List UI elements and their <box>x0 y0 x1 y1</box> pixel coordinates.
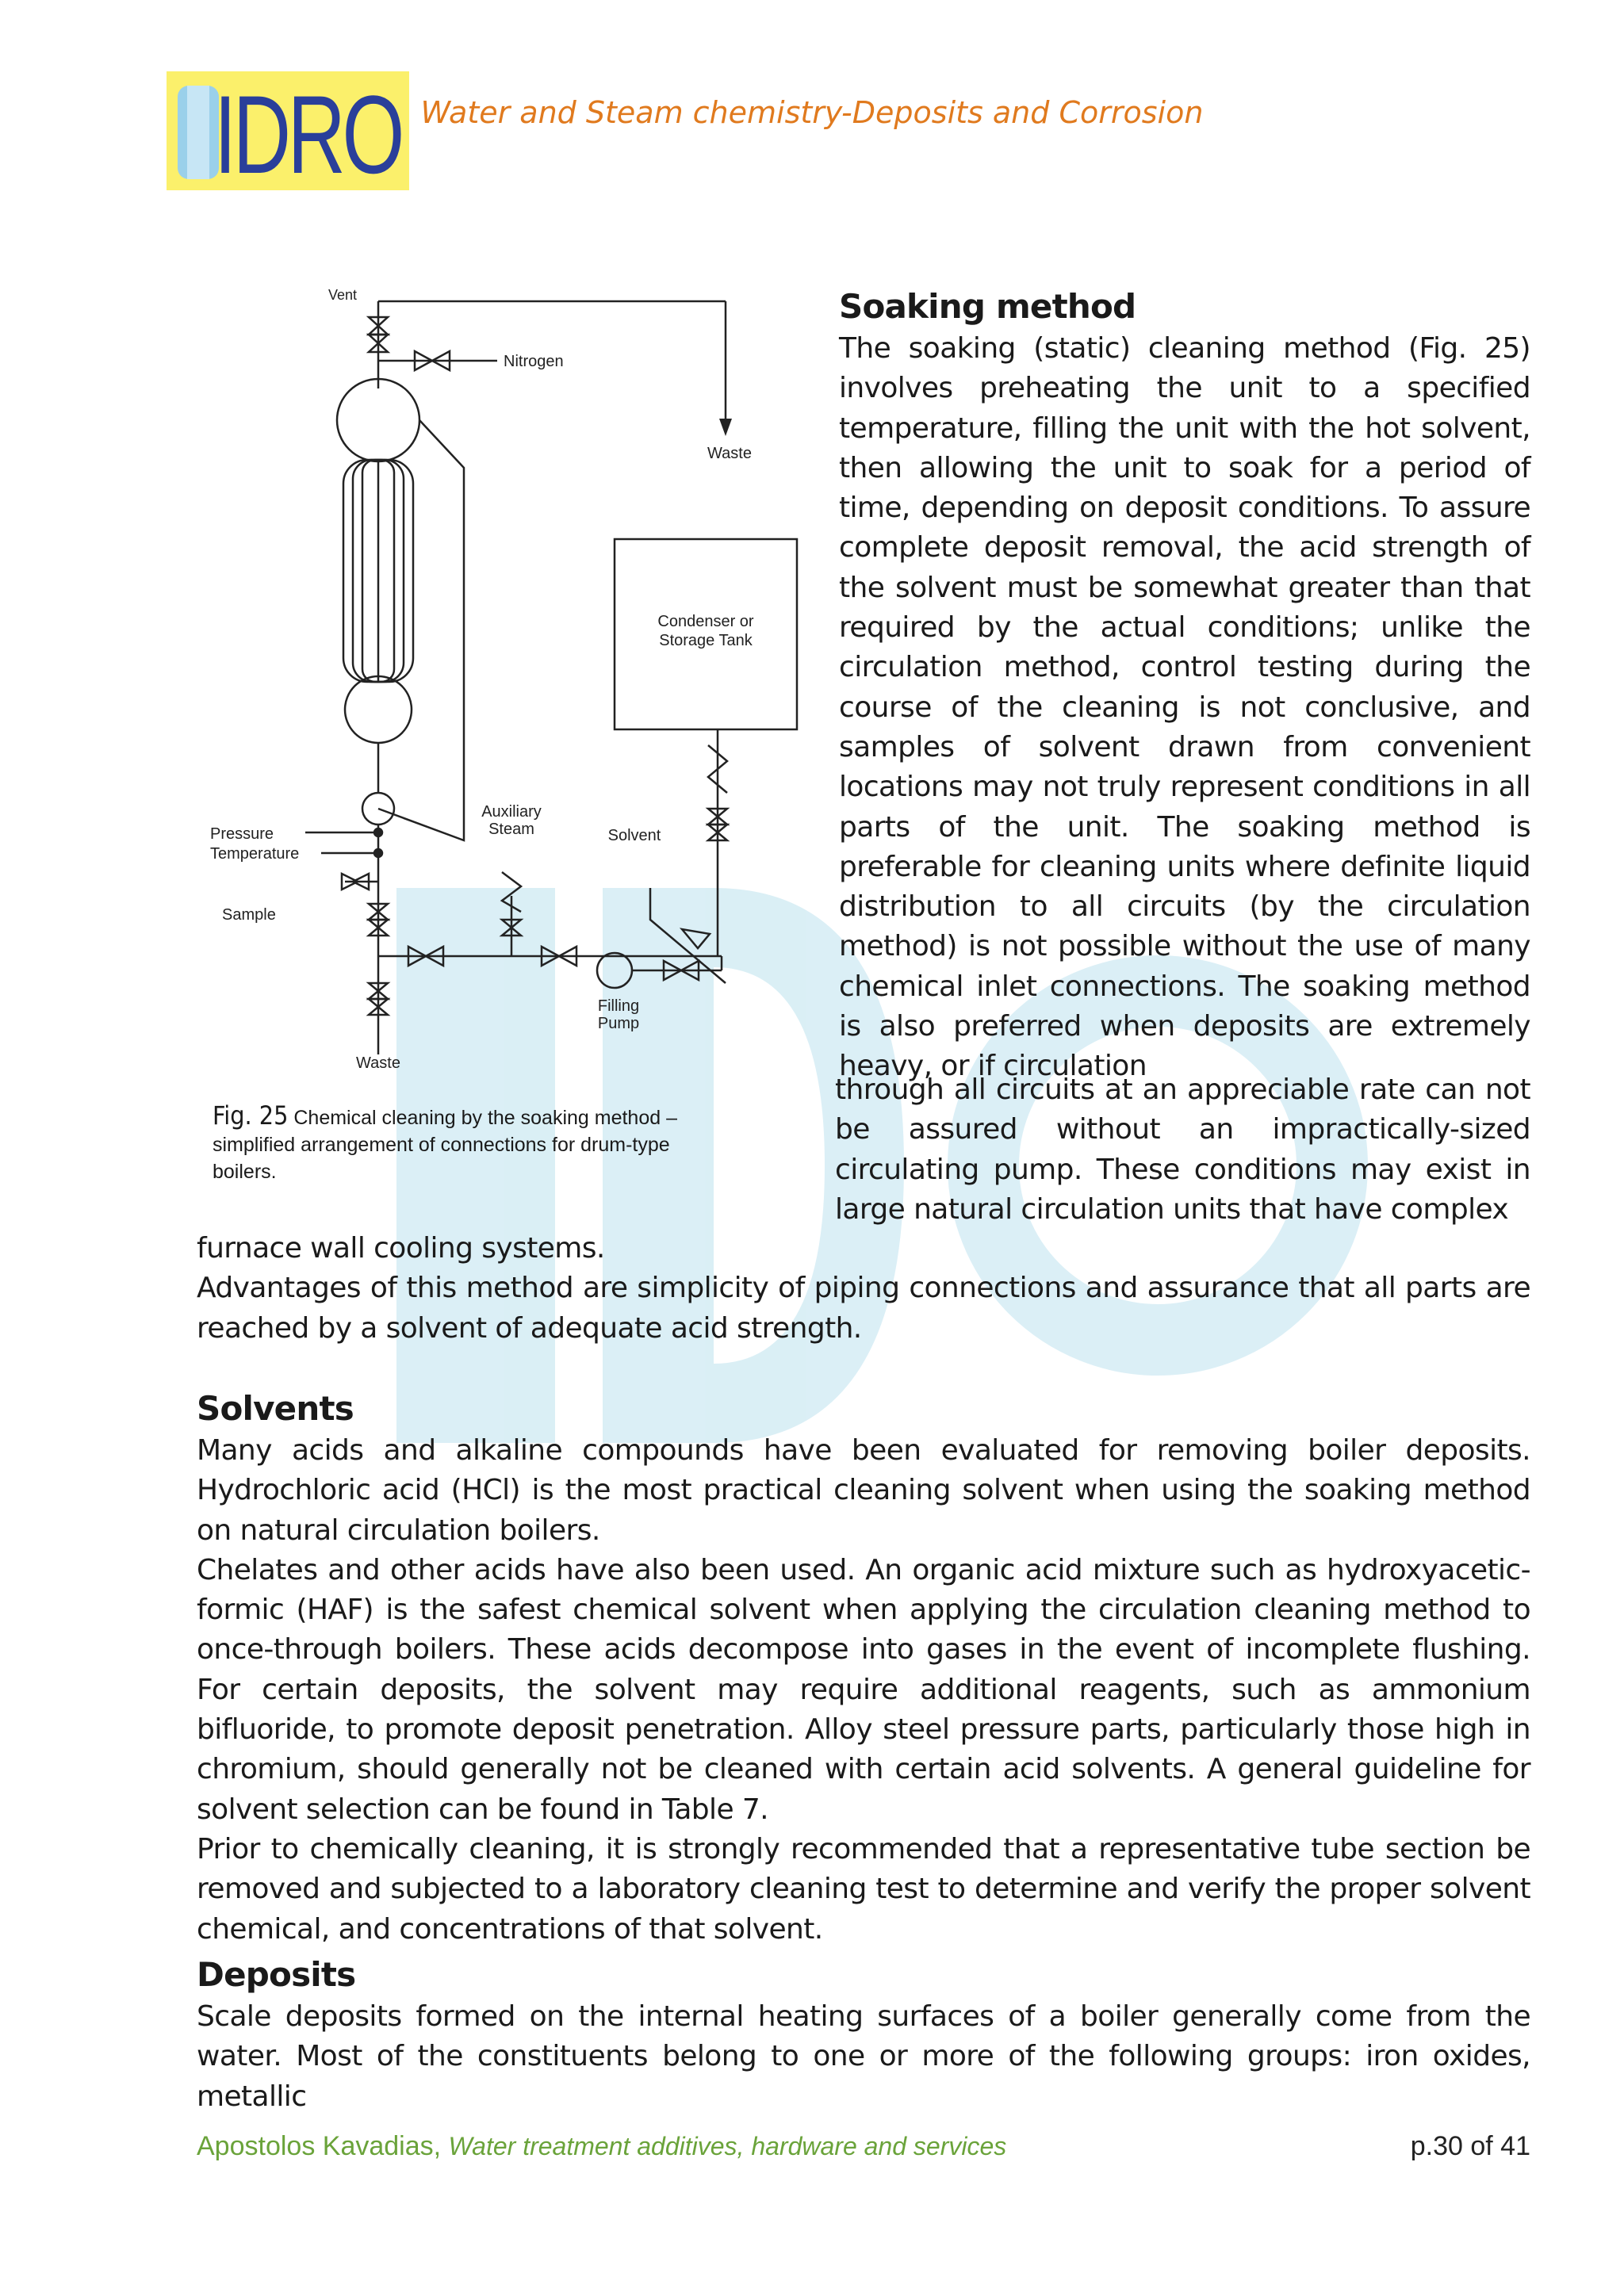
label-filling: Filling <box>597 997 640 1015</box>
soaking-paragraph-1: The soaking (static) cleaning method (Fig. 25) involves preheating the unit to a specified temperature, filling the unit with the hot solvent, then allowing the unit to soak for a period of time, depending on deposit conditions. To assure complete deposit removal, the acid strength of the solvent must be somewhat greater than that required by the actual conditions; unlike the circulation method, control testing during the course of the cleaning is not conclusive, and samples of solvent drawn from convenient locations may not truly represent conditions in all parts of the unit. The soaking method is preferable for cleaning units where definite liquid distribution to all circuits (by the circulation method) is not possible without the use of many chemical inlet connections. The soaking method is also preferred when deposits are extremely heavy, or if circulation <box>839 332 1530 1083</box>
deposits-section <box>197 1955 1530 2117</box>
solvents-section <box>197 1389 1530 1950</box>
soaking-section <box>839 287 1530 1087</box>
solvents-paragraph-3: Prior to chemically cleaning, it is strongly recommended that a representative tube section be removed and subjected to a laboratory cleaning test to determine and verify the proper solvent chemical, and concentrations of that solvent. <box>197 1832 1530 1946</box>
deposits-paragraph-1: Scale deposits formed on the internal heating surfaces of a boiler generally come from the water. Most of the constituents belong to one or more of the following groups: iron oxides, metallic <box>197 2000 1530 2113</box>
label-auxiliary: Auxiliary <box>481 803 542 821</box>
label-storage-tank: Storage Tank <box>659 632 753 649</box>
figure-caption-text: Chemical cleaning by the soaking method – simplified arrangement of connections for drum-type boilers. <box>213 1107 677 1183</box>
label-vent: Vent <box>327 287 357 303</box>
label-condenser: Condenser or <box>657 613 754 630</box>
label-solvent: Solvent <box>607 827 661 844</box>
deposits-heading: Deposits <box>197 1955 356 1994</box>
label-pump: Pump <box>597 1015 640 1032</box>
solvents-heading: Solvents <box>197 1389 354 1428</box>
solvents-paragraph-1: Many acids and alkaline compounds have been evaluated for removing boiler deposits. Hydrochloric acid (HCl) is the most practical cleaning solvent when using the soaking method on natural circulation boilers. <box>197 1434 1530 1547</box>
footer-company: Water treatment additives, hardware and services <box>448 2132 1007 2160</box>
solvents-paragraph-2: Chelates and other acids have also been used. An organic acid mixture such as hydroxyacetic-formic (HAF) is the safest chemical solvent when applying the circulation cleaning method to once-through boilers. These acids decompose into gases in the event of incomplete flushing. For certain deposits, the solvent may require additional reagents, such as ammonium bifluoride, to promote deposit penetration. Alloy steel pressure parts, particularly those high in chromium, should generally not be cleaned with certain acid solvents. A general guideline for solvent selection can be found in Table 7. <box>197 1553 1530 1826</box>
label-pressure: Pressure <box>210 825 274 843</box>
soaking-paragraph-cont: through all circuits at an appreciable rate can not be assured without an impractically-sized circulating pump. These conditions may exist in large natural circulation units that have complex <box>835 1073 1530 1226</box>
soaking-paragraph-2: Advantages of this method are simplicity of piping connections and assurance that all parts are reached by a solvent of adequate acid strength. <box>197 1272 1530 1345</box>
soaking-heading: Soaking method <box>839 287 1136 326</box>
label-nitrogen: Nitrogen <box>504 353 564 370</box>
page-number: p.30 of 41 <box>1410 2131 1530 2161</box>
label-temperature: Temperature <box>210 845 300 863</box>
label-sample: Sample <box>222 906 276 924</box>
figure-number: Fig. 25 <box>213 1100 289 1131</box>
soaking-paragraph-end: furnace wall cooling systems. <box>197 1232 605 1265</box>
figure-caption <box>213 1102 728 1185</box>
idro-logo <box>167 71 409 197</box>
footer-author-name: Apostolos Kavadias, <box>197 2131 442 2161</box>
soaking-section-full <box>197 1229 1530 1349</box>
logo-text: IDRO <box>214 72 402 197</box>
label-waste-bottom: Waste <box>356 1054 400 1072</box>
label-waste-top: Waste <box>707 445 752 462</box>
footer-author <box>197 2131 1006 2162</box>
label-steam: Steam <box>488 821 534 838</box>
figure-25-diagram <box>202 285 813 1070</box>
page-header-title: Water and Steam chemistry-Deposits and Corrosion <box>420 95 1204 130</box>
